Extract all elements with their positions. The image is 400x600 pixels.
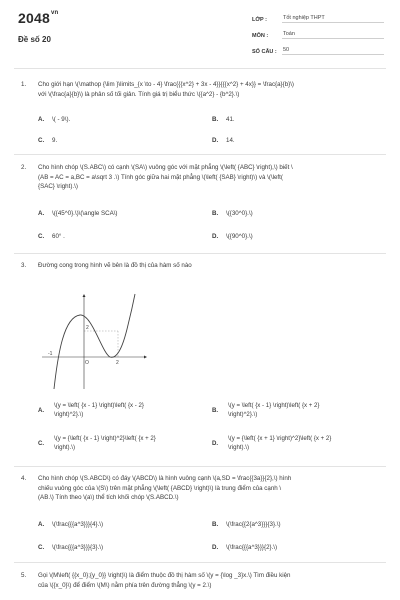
option-letter: D. bbox=[212, 440, 219, 447]
option-text: \({45^0}.\)\(\angle SCA\) bbox=[52, 210, 118, 217]
option-line: \(y = \left( {x - 1} \right)\left( {x + 2} bbox=[228, 402, 320, 409]
option-4d[interactable] bbox=[212, 544, 277, 551]
option-2b[interactable] bbox=[212, 210, 253, 217]
option-2d[interactable] bbox=[212, 233, 253, 240]
option-text: \(\frac{{{a^3}}}{4}.\) bbox=[52, 521, 104, 528]
question-line: với \(\frac{a}{b}\) là phân số tối giản. Tính giá trị biểu thức \({a^2} - {b^2}.\) bbox=[38, 90, 240, 98]
question-2 bbox=[14, 163, 386, 193]
option-line: \(y = {\left( {x + 1} \right)^2}\left( {x + 2} bbox=[228, 435, 332, 442]
option-text: \(\frac{{{a^3}}}{2}.\) bbox=[226, 544, 278, 551]
option-text bbox=[54, 401, 184, 419]
option-4b[interactable] bbox=[212, 521, 281, 528]
question-text bbox=[38, 261, 380, 271]
option-1b[interactable] bbox=[212, 116, 235, 123]
option-letter: B. bbox=[212, 521, 219, 528]
question-line: (AB.\) Tính theo \(a\) thể tích khối chóp \(S.ABCD.\) bbox=[38, 494, 179, 501]
curve bbox=[54, 294, 135, 389]
meta-value: 50 bbox=[282, 47, 384, 55]
divider bbox=[14, 154, 386, 155]
question-text bbox=[38, 571, 380, 590]
logo bbox=[18, 10, 58, 26]
question-number: 3. bbox=[21, 262, 27, 269]
option-1c[interactable] bbox=[38, 137, 57, 144]
meta-row-count bbox=[252, 46, 384, 55]
y-axis-arrow-icon bbox=[83, 294, 86, 297]
option-letter: C. bbox=[38, 233, 45, 240]
divider bbox=[14, 253, 386, 254]
label-y-top: 2 bbox=[86, 325, 89, 331]
option-1a[interactable] bbox=[38, 116, 70, 123]
question-line: Gọi \(M\left( {{x_0};{y_0}} \right)\) là điểm thuộc đồ thị hàm số \(y = {\log _3}x.\) Tìm điều kiện bbox=[38, 572, 291, 579]
option-letter: B. bbox=[212, 407, 219, 414]
option-text: \({90^0}.\) bbox=[226, 233, 253, 240]
question-number: 2. bbox=[21, 164, 27, 171]
question-line: của \({x_0}\) để điểm \(M\) nằm phía trên đường thẳng \(y = 2.\) bbox=[38, 581, 212, 589]
meta-label: SỐ CÂU : bbox=[252, 49, 277, 55]
option-line: \right)^2}.\) bbox=[228, 411, 258, 418]
meta-row-class bbox=[252, 14, 384, 23]
option-letter: A. bbox=[38, 521, 45, 528]
option-line: \right)^2}.\) bbox=[54, 411, 84, 418]
option-line: \(y = \left( {x - 1} \right)\left( {x - 2} bbox=[54, 402, 144, 409]
option-text: \(\frac{{{a^3}}}{3}.\) bbox=[52, 544, 104, 551]
question-text bbox=[38, 474, 380, 503]
question-line: {SAC} \right).\) bbox=[38, 183, 78, 190]
option-line: \right).\) bbox=[228, 444, 249, 451]
question-3 bbox=[14, 261, 386, 271]
option-text: \( - 9\). bbox=[52, 116, 71, 123]
option-letter: B. bbox=[212, 210, 219, 217]
option-4a[interactable] bbox=[38, 521, 103, 528]
option-text: 14. bbox=[226, 137, 235, 144]
label-x-left: -1 bbox=[48, 351, 53, 357]
question-line: Cho hình chóp \(S.ABCD\) có đáy \(ABCD\) là hình vuông cạnh \(a,SD = \frac{{3a}}{2},\) hình bbox=[38, 475, 292, 482]
meta-value: Tốt nghiệp THPT bbox=[282, 15, 384, 23]
option-1d[interactable] bbox=[212, 137, 235, 144]
option-text bbox=[228, 434, 358, 452]
question-text bbox=[38, 163, 380, 192]
logo-suffix: vn bbox=[50, 10, 59, 16]
question-line: (AB = AC = a,BC = a\sqrt 3 .\) Tính góc giữa hai mặt phẳng \(\left( {SAB} \right)\) và \(\left( bbox=[38, 173, 283, 181]
option-text: 9. bbox=[52, 137, 58, 144]
divider bbox=[14, 466, 386, 467]
question-line: Đường cong trong hình vẽ bên là đồ thị của hàm số nào bbox=[38, 262, 192, 269]
meta-label: LỚP : bbox=[252, 17, 267, 23]
option-letter: A. bbox=[38, 407, 45, 414]
option-letter: D. bbox=[212, 233, 219, 240]
option-text bbox=[54, 434, 184, 452]
option-letter: A. bbox=[38, 116, 45, 123]
option-text: 41. bbox=[226, 116, 235, 123]
option-line: \right).\) bbox=[54, 444, 75, 451]
label-origin: O bbox=[85, 360, 89, 366]
function-graph bbox=[40, 293, 148, 391]
question-number: 1. bbox=[21, 81, 27, 88]
option-letter: B. bbox=[212, 116, 219, 123]
divider bbox=[14, 562, 386, 563]
option-text: \(\frac{{2{a^3}}}{3}.\) bbox=[226, 521, 281, 528]
question-text bbox=[38, 80, 380, 99]
question-number: 5. bbox=[21, 572, 27, 579]
question-line: chiếu vuông góc của \(S\) trên mặt phẳng \(\left( {ABCD} \right)\) là trung điểm của cạnh \ bbox=[38, 484, 282, 492]
option-letter: C. bbox=[38, 544, 45, 551]
question-line: Cho hình chóp \(S.ABC\) có cạnh \(SA\) vuông góc với mặt phẳng \(\left( {ABC} \right),\) biết \ bbox=[38, 164, 293, 171]
option-line: \(y = {\left( {x - 1} \right)^2}\left( {x + 2} bbox=[54, 435, 156, 442]
option-letter: A. bbox=[38, 210, 45, 217]
option-text: \({30^0}.\) bbox=[226, 210, 253, 217]
option-letter: D. bbox=[212, 137, 219, 144]
question-1 bbox=[14, 80, 386, 100]
option-letter: C. bbox=[38, 137, 45, 144]
exam-meta bbox=[252, 14, 384, 62]
meta-label: MÔN : bbox=[252, 33, 269, 39]
meta-row-subject bbox=[252, 30, 384, 39]
x-axis-arrow-icon bbox=[144, 356, 147, 359]
option-2c[interactable] bbox=[38, 233, 65, 240]
option-text bbox=[228, 401, 358, 419]
label-x-right: 2 bbox=[116, 360, 119, 366]
doc-title: Đề số 20 bbox=[18, 35, 51, 44]
question-4 bbox=[14, 474, 386, 504]
option-text: 60° . bbox=[52, 233, 65, 240]
question-number: 4. bbox=[21, 475, 27, 482]
divider bbox=[14, 68, 386, 69]
question-line: Cho giới hạn \(\mathop {\lim }\limits_{x \to - 4} \frac{{{x^2} + 3x - 4}}{{{x^2} + 4x}} = \frac{a}{b}\) bbox=[38, 81, 294, 88]
logo-text: 2048 bbox=[18, 10, 50, 26]
option-letter: C. bbox=[38, 440, 45, 447]
question-5 bbox=[14, 571, 386, 591]
meta-value: Toán bbox=[282, 31, 384, 39]
option-4c[interactable] bbox=[38, 544, 103, 551]
option-2a[interactable] bbox=[38, 210, 118, 217]
option-letter: D. bbox=[212, 544, 219, 551]
